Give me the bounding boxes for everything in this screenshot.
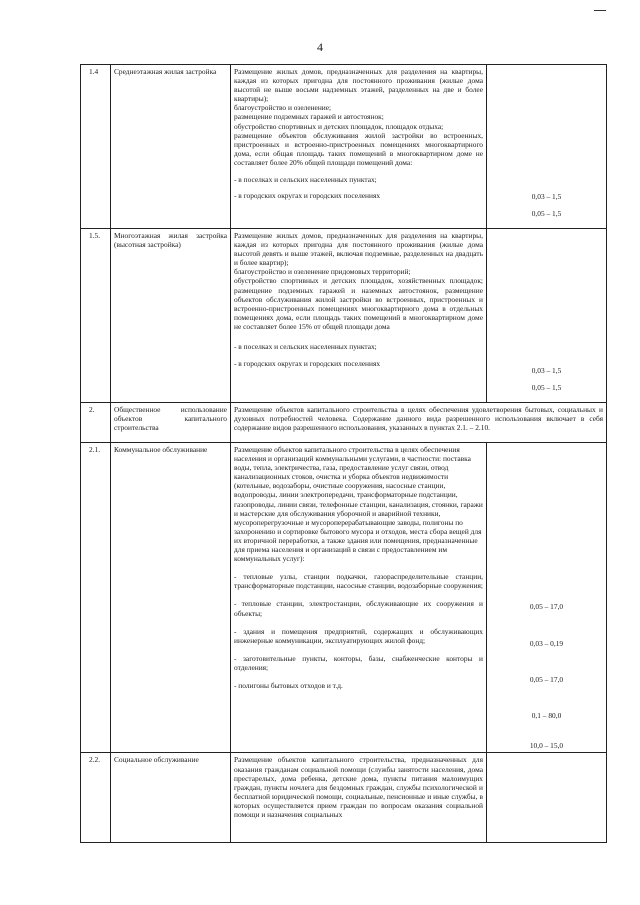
row-name: Коммунальное обслуживание [111, 443, 231, 753]
row-name: Общественное использование объектов капитального строительства [111, 403, 231, 443]
table-row [81, 229, 607, 403]
row-description: Размещение жилых домов, предназначенных для разделения на квартиры, каждая из которых пригодна для постоянного проживания (жилые дома высотой не выше восьми надземных этажей, разделенных на две и более квартиры); благоустройство и озеленение; размещение подземных гаражей и автостоянок; обустройство спортивных и детских площадок, площадок отдыха; размещение объектов обслуживания жилой застройки во встроенных, пристроенных и встроенно-пристроенных помещениях многоквартирного дома, если общая площадь таких помещений в многоквартирном доме не составляет более 20% общей площади помещений дома: - в поселках и сельских населенных пунктах; - в городских округах и городских поселениях [231, 65, 487, 229]
row-values [487, 753, 607, 843]
row-number: 2.1. [81, 443, 111, 753]
row-number: 2.2. [81, 753, 111, 843]
row-number: 1.4 [81, 65, 111, 229]
table-row [81, 65, 607, 229]
row-name: Среднеэтажная жилая застройка [111, 65, 231, 229]
row-name: Многоэтажная жилая застройка (высотная застройка) [111, 229, 231, 403]
page-number: 4 [317, 40, 323, 54]
land-use-table [80, 64, 607, 843]
table-row [81, 443, 607, 753]
row-number: 1.5. [81, 229, 111, 403]
row-description: Размещение жилых домов, предназначенных для разделения на квартиры, каждая из которых пригодна для постоянного проживания (жилые дома высотой девять и выше этажей, включая подземные, разделенных на двадцать и более квартир); благоустройство и озеленение придомовых территорий; обустройство спортивных и детских площадок, хозяйственных площадок; размещение подземных гаражей и наземных автостоянок, размещение объектов обслуживания жилой застройки во встроенных, пристроенных и встроенно-пристроенных помещениях многоквартирного дома в отдельных помещениях дома, если площадь таких помещений в многоквартирном доме не составляет более 15% от общей площади дома - в поселках и сельских населенных пунктах; - в городских округах и городских поселениях [231, 229, 487, 403]
row-description: Размещение объектов капитального строительства в целях обеспечения населения и организаций коммунальными услугами, в частности: поставка воды, тепла, электричества, газа, предоставление услуг связи, отвод канализационных стоков, очистка и уборка объектов недвижимости (котельные, водозаборы, очистные сооружения, насосные станции, водопроводы, линии электропередачи, трансформаторные подстанции, газопроводы, линии связи, телефонные станции, канализация, стоянки, гаражи и мастерские для обслуживания уборочной и аварийной техники, мусороперегрузочные и мусороперерабатывающие заводы, полигоны по захоронению и сортировке бытового мусора и отходов, места сбора вещей для их вторичной переработки, а также здания или помещения, предназначенные для приема населения и организаций в связи с предоставлением им коммунальных услуг): - тепловые узлы, станции подкачки, газораспределительные станции, трансформаторные подстанции, насосные станции, водозаборные сооружения; - тепловые станции, электростанции, обслуживающие их сооружения и объекты; - здания и помещения предприятий, содержащих и обслуживающих инженерные коммуникации, эксплуатирующих жилой фонд; - заготовительные пункты, конторы, базы, снабженческие конторы и отделения; - полигоны бытовых отходов и т.д. [231, 443, 487, 753]
row-values: 0,03 – 1,5 0,05 – 1,5 [487, 65, 607, 229]
row-description: Размещение объектов капитального строительства, предназначенных для оказания гражданам социальной помощи (службы занятости населения, дома престарелых, дома ребенка, детские дома, пункты питания малоимущих граждан, пункты ночлега для бездомных граждан, службы психологической и бесплатной юридической помощи, социальные, пенсионные и иные службы, в которых осуществляется прием граждан по вопросам оказания социальной помощи и назначения социальных [231, 753, 487, 843]
table-row [81, 753, 607, 843]
row-name: Социальное обслуживание [111, 753, 231, 843]
row-values: 0,03 – 1,5 0,05 – 1,5 [487, 229, 607, 403]
table-row [81, 403, 607, 443]
row-number: 2. [81, 403, 111, 443]
row-values: 0,05 – 17,0 0,03 – 0,19 0,05 – 17,0 0,1 – 80,0 10,0 – 15,0 [487, 443, 607, 753]
row-description: Размещение объектов капитального строительства в целях обеспечения удовлетворения бытовых, социальных и духовных потребностей человека. Содержание данного вида разрешенного использования включает в себя содержание видов разрешенного использования, указанных в пунктах 2.1. – 2.10. [231, 403, 607, 443]
corner-mark [594, 10, 606, 11]
